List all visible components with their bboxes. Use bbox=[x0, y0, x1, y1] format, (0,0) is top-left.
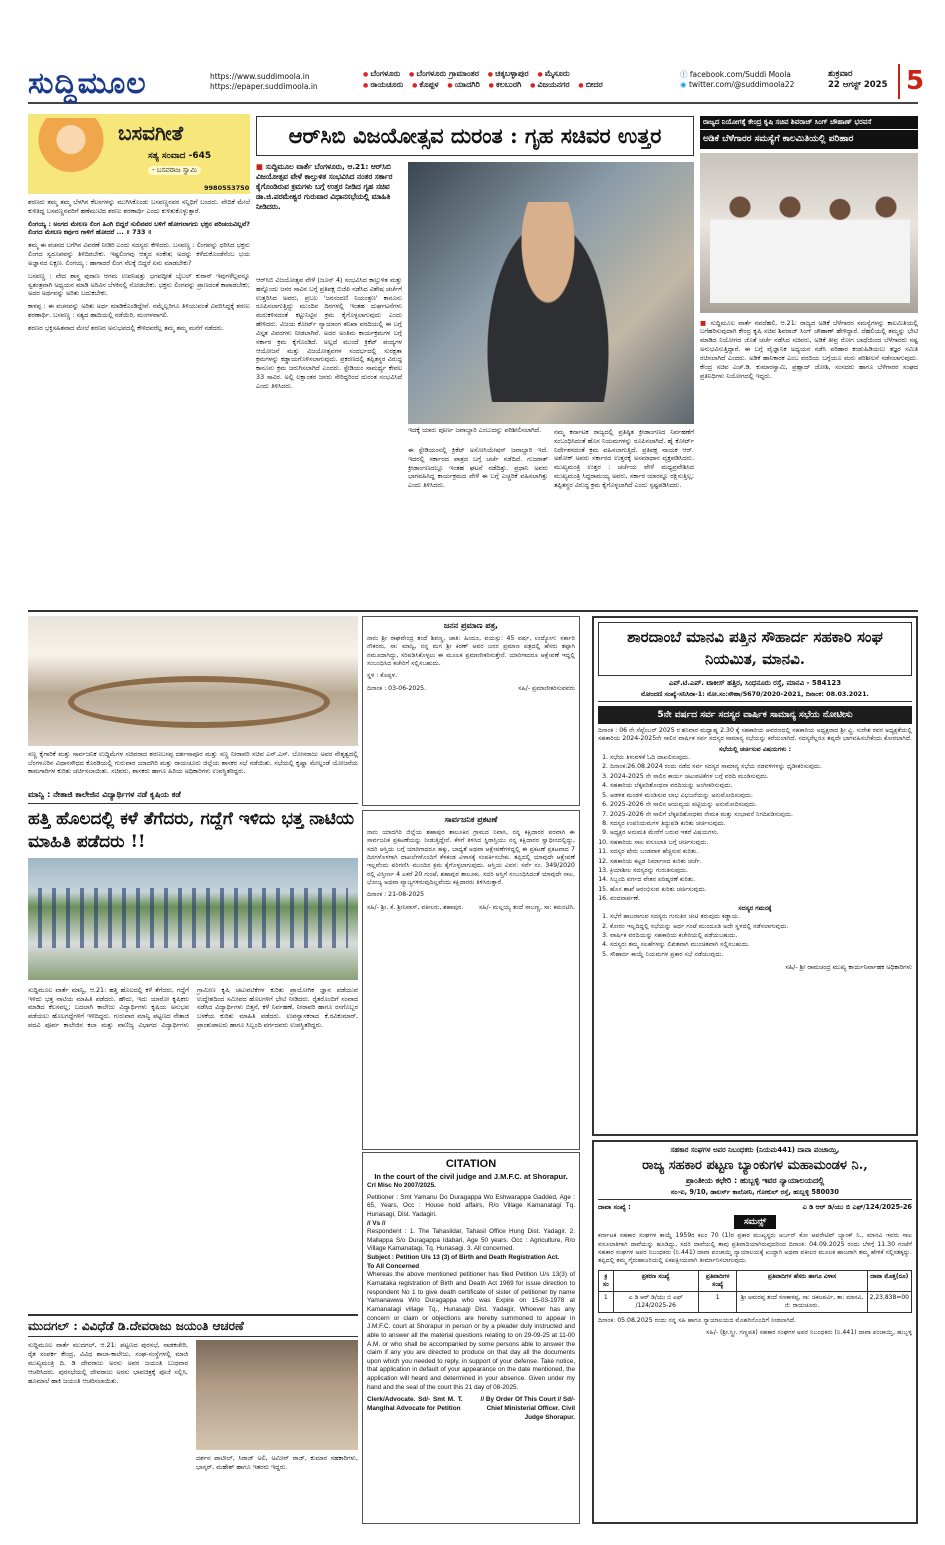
court-authority: ಸಹಕಾರ ಸಂಘಗಳ ಅಪರ ನಿಬಂಧಕರು (ನಿಯಮ441) ದಾವಾ ಪಂಚಾಯ್ತಿ, bbox=[670, 1146, 840, 1154]
agenda-item: 12. ಸಹಕಾರಿಯ ಕಟ್ಟಡ ನಿರ್ಮಾಣದ ಕುರಿತು ಚರ್ಚೆ. bbox=[610, 858, 912, 866]
case-number: ಎ ಡಿ ಆರ್ ಡಿ/ಯು ಬಿ ಎಫ್/124/2025-26 bbox=[802, 1203, 912, 1212]
paddy-field-photo bbox=[28, 858, 358, 980]
facebook-icon: ⓕ bbox=[680, 70, 690, 79]
basava-geethe-column bbox=[28, 114, 250, 604]
citation-case: Crl Misc No 2007/2025. bbox=[367, 1181, 436, 1189]
jayanti-photo bbox=[196, 1340, 358, 1450]
table-row bbox=[599, 1291, 912, 1312]
agenda-item: 11. ಸದಸ್ಯರ ಷೇರು ಬಂಡವಾಳ ಹೆಚ್ಚಿಸುವ ಕುರಿತು. bbox=[610, 848, 912, 856]
advocate-signature: Clerk/Advocate. Sd/- Smt M. T. Manglhal Advocate for Petition bbox=[367, 1396, 463, 1412]
issue-date bbox=[828, 69, 888, 92]
citation-respondent: Respondent : 1. The Tahasildar, Tahasil Office Hung Dist. Yadagir. 2. Mallappa S/o Duragappa Idabari, Age 50 years. Occ : Agriculture, R/o Village Kamanatagi, Tq. Hunasagi. 3. All concerned. bbox=[367, 1228, 575, 1253]
note-item: 4. ಸದಸ್ಯರು ತಮ್ಮ ಸಲಹೆಗಳನ್ನು ಲಿಖಿತವಾಗಿ ಮುಂಚಿತವಾಗಿ ಸಲ್ಲಿಸಬಹುದು. bbox=[610, 941, 912, 949]
office-address: ನಂ-ಐ, 9/10, ಡಾಲರ್ಸ್ ಕಾಲೋನಿ, ಗೋಕುಲ್ ರಸ್ತೆ, ಹುಬ್ಬಳ್ಳಿ 580030 bbox=[598, 1188, 912, 1200]
city-item: ● ಬೆಂಗಳೂರು bbox=[363, 69, 400, 78]
agenda-item: 5. ಆಡಳಿತ ಮಂಡಳಿ ಮಂಡಿಸುವ ಲಾಭ ವಿಭಜನೆಯನ್ನು ಅನುಮೋದಿಸುವುದು. bbox=[610, 792, 912, 800]
agenda-item: 13. ಕ್ರಿಯಾಶೀಲ ಸದಸ್ಯರನ್ನು ಗುರುತಿಸುವುದು. bbox=[610, 867, 912, 875]
citation-to: To All Concerned bbox=[367, 1262, 420, 1270]
citation-title: CITATION bbox=[445, 1158, 497, 1170]
birth-certificate-notice bbox=[362, 616, 580, 806]
summons-label: ಸಮನ್ಸ್ bbox=[734, 1215, 776, 1229]
city-item: ● ಕೊಪ್ಪಳ bbox=[412, 80, 438, 89]
table-header: ಪ್ರತಿವಾದಿಗಳ ಸಂಖ್ಯೆ bbox=[698, 1270, 737, 1291]
section-divider bbox=[28, 610, 918, 612]
paragraph: ಶರಣರ ಭಕ್ತಿಸಹಿತವಾದ ಮೇಲೆ ಶರಣರ ಅನುಭವದಲ್ಲಿ ಕೇಳಿದವರೆಲ್ಲ ತಮ್ಮ ತಮ್ಮ ಮನೆಗೆ ನಡೆದರು. bbox=[28, 323, 224, 332]
agenda-title: ಸಭೆಯಲ್ಲಿ ಚರ್ಚಿಸುವ ವಿಷಯಗಳು : bbox=[718, 745, 792, 753]
agenda-item: 2. ದಿನಾಂಕ:26.08.2024 ರಂದು ನಡೆದ ಸರ್ವ ಸದಸ್ಯರ ಸಾಮಾನ್ಯ ಸಭೆಯ ನಡವಳಿಗಳನ್ನು ಧೃಡೀಕರಿಸುವುದು. bbox=[610, 763, 912, 771]
website-links bbox=[210, 72, 318, 92]
date: 22 ಆಗಸ್ಟ್ 2025 bbox=[828, 80, 888, 91]
city-edition-list bbox=[363, 69, 693, 91]
notes-list bbox=[598, 913, 912, 959]
column-series: ಸತ್ಯ ಸಂವಾದ -645 bbox=[148, 151, 212, 161]
city-item: ● ಮೈಸೂರು bbox=[537, 69, 569, 78]
paragraph: ಶರಣರು ತಮ್ಮ ತಮ್ಮ ಬೆಳಗಿನ ಕೆಲಸಗಳನ್ನು ಮುಗಿಸಿಕೊಂಡು ಬಸವಣ್ಣನವರ ಸನ್ನಿಧಿಗೆ ಬಂದರು. ವೇದಿಕೆ ಮೇಲೆ ಕುಳಿತಿದ್ದ ಬಸವಣ್ಣನವರಿಗೆ ಹಣೆಮುಟಿದ ಶರಣು ಶರಣಾರ್ಥಿ ಎಂದು ಕುಳಿತುಕೊಳ್ಳುತ್ತಾರೆ. bbox=[28, 198, 250, 215]
minister-photo bbox=[408, 162, 694, 424]
table-header: ದಾವಾ ಮೊತ್ತ(ರೂ) bbox=[867, 1270, 911, 1291]
story-body: ದರ್ಶನ ಪಾಟೀಲ್, ಸಿರಾಜ್ ಅಲಿ, ಅಮೀನ್ ರಾಜ್, ಕುಮಾರ ಸಹಕಾರಿಗಳು, ಭಾಸ್ಕರ್, ಮಹೇಶ್ ಹಾಗೂ ಇತರರು ಇದ್ದರು. bbox=[196, 1454, 358, 1471]
lead-headline: ಆರ್‌ಸಿಬಿ ವಿಜಯೋತ್ಸವ ದುರಂತ : ಗೃಹ ಸಚಿವರ ಉತ್ತರ bbox=[256, 116, 694, 156]
column-title: ಬಸವಗೀತೆ bbox=[118, 121, 184, 145]
story-kicker: ಮಾನ್ವಿ : ನೇತಾಜಿ ಕಾಲೇಜಿನ ವಿದ್ಯಾರ್ಥಿಗಳ ನಡೆ ಕೃಷಿಯ ಕಡೆ bbox=[28, 790, 358, 804]
agenda-item: 10. ಸಹಕಾರಿಯ ಸಾಲ ವಸೂಲಾತಿ ಬಗ್ಗೆ ಚರ್ಚಿಸುವುದು. bbox=[610, 839, 912, 847]
agm-intro: ದಿನಾಂಕ : 06 ನೇ ಸೆಪ್ಟೆಂಬರ್ 2025 ರ ಶನಿವಾರ ಮಧ್ಯಾಹ್ನ 2.30 ಕ್ಕೆ ಸಹಕಾರಿಯ ಆವರಣದಲ್ಲಿ ಸಹಕಾರಿಯ ಅಧ್ಯಕ್ಷರಾದ ಶ್ರೀ ವ್ಹಿ. ಸುರೇಶ ರವರ ಅಧ್ಯಕ್ಷತೆಯಲ್ಲಿ ಸಹಕಾರಿಯ 2024-2025ನೇ ಸಾಲಿನ ವಾರ್ಷಿಕ ಸರ್ವ ಸದಸ್ಯರ ಸಾಮಾನ್ಯ ಸಭೆಯನ್ನು ಕರೆಯಲಾಗಿದೆ. ಸದಸ್ಯರೆಲ್ಲರೂ ತಪ್ಪದೇ ಭಾಗವಹಿಸಬೇಕೆಂದು ಕೋರಲಾಗಿದೆ. bbox=[598, 726, 912, 743]
cooperative-address: ಎಪ್.ಟಿ.ಎಪ್. ಟಾಕೀಸ್ ಹತ್ತಿರ, ಸಿಂಧನೂರು ರಸ್ತೆ, ಮಾನವಿ - 584123 bbox=[668, 678, 842, 687]
cooperative-name: ಶಾರದಾಂಬೆ ಮಾನವಿ ಪತ್ತಿನ ಸೌಹಾರ್ದ ಸಹಕಾರಿ ಸಂಘ ನಿಯಮಿತ, ಮಾನವಿ. bbox=[598, 622, 912, 676]
agenda-item: 9. ಅಧ್ಯಕ್ಷರ ಅನುಮತಿ ಮೇರೆಗೆ ಬರುವ ಇತರೆ ವಿಷಯಗಳು. bbox=[610, 829, 912, 837]
facebook-link[interactable]: facebook.com/Suddi Moola bbox=[689, 70, 791, 79]
summons-date: ದಿನಾಂಕ: 05.08.2025 ರಂದು ನನ್ನ ಸಹಿ ಹಾಗೂ ನ್ಯಾಯಾಲಯದ ಮೊಹರಿನೊಂದಿಗೆ ನೀಡಲಾಗಿದೆ. bbox=[598, 1317, 796, 1325]
story-headline: ಹತ್ತಿ ಹೊಲದಲ್ಲಿ ಕಳೆ ತೆಗೆದರು, ಗದ್ದೆಗೆ ಇಳಿದು ಭತ್ತ ನಾಟಿಯ ಮಾಹಿತಿ ಪಡೆದರು !! bbox=[28, 808, 355, 852]
cooperative-agm-notice bbox=[592, 616, 918, 1136]
federation-name: ರಾಜ್ಯ ಸಹಕಾರ ಪಟ್ಟಣ ಬ್ಯಾಂಕುಗಳ ಮಹಾಮಂಡಳ ನಿ., bbox=[642, 1158, 868, 1174]
city-item: ● ಬೆಂಗಳೂರು ಗ್ರಾಮಾಂತರ bbox=[409, 69, 479, 78]
agenda-item: 16. ವಂದನಾರ್ಪಣೆ. bbox=[610, 895, 912, 903]
social-links bbox=[680, 70, 794, 90]
agm-notice-body bbox=[598, 727, 912, 960]
note-item: 3. ವಾರ್ಷಿಕ ವರದಿಯನ್ನು ಸಹಕಾರಿಯ ಕಚೇರಿಯಲ್ಲಿ ಪಡೆಯಬಹುದು. bbox=[610, 932, 912, 940]
students-farm-story bbox=[28, 790, 358, 1310]
citation-petitioner: Petitioner : Smt Yamanu Do Duragappa Wo Eshwarappa Gadded, Age : 65, Years, Occ : House hold affairs, R/o Village Kamanatagi Tq. Hunasagi, Dist. Yadagiri. bbox=[367, 1193, 575, 1218]
note-item: 5. ಸೌಹಾರ್ದ ಕಾಯ್ದೆ ನಿಯಮಗಳ ಪ್ರಕಾರ ಸಭೆ ನಡೆಯುವುದು. bbox=[610, 951, 912, 959]
meeting-story bbox=[28, 616, 358, 786]
story-headline: ಅಡಿಕೆ ಬೆಳೆಗಾರರ ಸಮಸ್ಯೆಗೆ ಕಾಲಮಿತಿಯಲ್ಲಿ ಪರಿಹಾರ bbox=[700, 130, 918, 148]
epaper-url[interactable]: https://epaper.suddimoola.in bbox=[210, 82, 318, 92]
paragraph: ಬಸವಣ್ಣ : ವೇದ ಶಾಸ್ತ್ರ ಪುರಾಣ ಆಗಮ ಉಪನಿಷತ್ತು ಭಗವದ್ಗೀತೆ ಬೈಬಲ್ ಕುರಾನ್ ಇವುಗಳೆಲ್ಲವನ್ನೂ ಸ್ವತಂತ್ರವಾಗಿ ಅಧ್ಯಯನ ಮಾಡಿ ಅರಿವಿನ ಬೆಳಕಿನಲ್ಲಿ ನೋಡಬೇಕು. ಭಕ್ತನು ಲಿಂಗವನ್ನು ಪ್ರಾಣದಂತೆ ಕಾಪಾಡಬೇಕು; ಅದರ ಅರ್ಥವನ್ನು ಅರಿತು ಬದುಕಬೇಕು. bbox=[28, 271, 250, 298]
agenda-item: 6. 2025-2026 ನೇ ಸಾಲಿನ ಆಯವ್ಯಯ ಪಟ್ಟಿಯನ್ನು ಅನುಮೋದಿಸುವುದು. bbox=[610, 801, 912, 809]
ceo-signature: ಸಹಿ/- ಶ್ರೀ ರಾಮಚಂದ್ರ ಮುಖ್ಯ ಕಾರ್ಯನಿರ್ವಾಹಕ ಅಧಿಕಾರಿಗಳು bbox=[785, 963, 912, 972]
notice-date: ದಿನಾಂಕ : 21-08-2025 bbox=[367, 891, 425, 899]
twitter-link[interactable]: twitter.com/@suddimoola22 bbox=[688, 80, 795, 90]
story-kicker: ರಾಜ್ಯದ ನಿಯೋಗಕ್ಕೆ ಕೇಂದ್ರ ಕೃಷಿ ಸಚಿವ ಶಿವರಾಜ್ ಸಿಂಗ್ ಚೌಹಾಣ್ ಭರವಸೆ bbox=[700, 116, 918, 129]
regional-office: ಪ್ರಾಂತೀಯ ಕಛೇರಿ : ಹುಬ್ಬಳ್ಳಿ ಇವರ ನ್ಯಾಯಾಲಯದಲ್ಲಿ bbox=[685, 1175, 825, 1185]
agenda-item: 4. ಸಹಕಾರಿಯ ಲೆಕ್ಕಪರಿಶೋಧನಾ ವರದಿಯನ್ನು ಅಂಗೀಕರಿಸುವುದು. bbox=[610, 782, 912, 790]
respondent-table bbox=[598, 1270, 912, 1313]
citation-body: Whereas the above mentioned petitioner has filed Petition U/s 13(3) of Karnataka registration of Birth and Death Act 1969 for issue direction to respondent No 1 to give death certificate of sister of petitioner by name Yamanawwa W/o Duragappa who was Expire on 15-03-1978 at Kamanatagi village Tq., Hunasagi Dist. Yadagir. Whoever has any concern or claim or objections are hereby summoned to appear in J.M.F.C. court at Shorapur in person or by a pleader duly instructed and able to answer all the material questions relating to on 29-09-25 at 11-00 A.M. or who shall be accompanied by some persons able to answer the claim if any you are directed to produce on that day all the documents upon which you needed to reply, in support of your defense. Take notice, that application in default of your appearance on the date mentioned, the application will heard and determined in your absence. Given under my hand and the seal of the court this 21 day of 08-2025. bbox=[367, 1271, 575, 1391]
masthead bbox=[28, 64, 925, 104]
city-item: ● ರಾಯಚೂರು bbox=[363, 80, 403, 89]
newspaper-logo: ಸುದ್ದಿಮೂಲ bbox=[28, 66, 147, 101]
paragraph: ತಮ್ಮ ಈ ವಚನದ ಬಗೆಗಿನ ವಿವರಣೆ ನೀಡಿರಿ ಎಂದು ಸದಸ್ಯರು ಕೇಳಿದರು. ಬಸವಣ್ಣ : ಲಿಂಗವನ್ನು ಧರಿಸಿದ ಭಕ್ತನು ಲಿಂಗದ ಸ್ವರೂಪವನ್ನು ತಿಳಿದಿರಬೇಕು. ಇಷ್ಟಲಿಂಗವು ಆತ್ಮದ ಸಂಕೇತ; ಅದನ್ನು ಕಳೆದುಕೊಂಡೆನೆಂಬ ಭಯ ಅಜ್ಞಾನದ ಲಕ್ಷಣ. ಲಿಂಗಯ್ಯ : ಹಾಗಾದರೆ ಲಿಂಗ ನೆಲಕ್ಕೆ ಬಿದ್ದರೆ ಏನು ಮಾಡಬೇಕು? bbox=[28, 241, 250, 267]
arecanut-story bbox=[700, 116, 918, 604]
city-item: ● ಯಾದಗಿರಿ bbox=[447, 80, 480, 89]
table-cell: 1 bbox=[698, 1291, 737, 1312]
agm-notice-banner: 5ನೇ ವರ್ಷದ ಸರ್ವ ಸದಸ್ಯರ ವಾರ್ಷಿಕ ಸಾಮಾನ್ಯ ಸಭೆಯ ನೋಟೀಸು bbox=[598, 706, 912, 724]
citation-subject: Subject : Petition U/s 13 (3) of Birth and Death Registration Act. bbox=[367, 1254, 560, 1262]
meeting-photo bbox=[28, 616, 358, 746]
notice-place: ಸ್ಥಳ : ಕೊಪ್ಪಳ. bbox=[367, 672, 398, 680]
note-item: 1. ಸಭೆಗೆ ಹಾಜರಾಗುವ ಸದಸ್ಯರು ಗುರುತಿನ ಚೀಟಿ ತರುವುದು ಕಡ್ಡಾಯ. bbox=[610, 913, 912, 921]
author-phone: 9980553750 bbox=[204, 184, 250, 192]
notice-body: ನಾನು ಶ್ರೀ ರಾಘವೇಂದ್ರ ತಂದೆ ಶಿವಣ್ಣ, ಜಾತಿ: ಹಿಂದೂ, ವಯಸ್ಸು: 45 ವರ್ಷ, ಉದ್ಯೋಗ: ಸರ್ಕಾರಿ ನೌಕರರು, ಸಾ: ಮಾನ್ವಿ, ನನ್ನ ಮಗ ಶ್ರೀ ಕಿರಣ್ ಅವರ ಜನನ ಪ್ರಮಾಣ ಪತ್ರದಲ್ಲಿ ಹೆಸರು ತಪ್ಪಾಗಿ ನಮೂದಾಗಿದ್ದು, ಸರಿಪಡಿಸಿಕೊಳ್ಳಲು ಈ ಮೂಲಕ ಪ್ರಮಾಣೀಕರಿಸುತ್ತೇನೆ. ಯಾರಿಗಾದರೂ ಆಕ್ಷೇಪಣೆ ಇದ್ದಲ್ಲಿ ಸಂಬಂಧಿಸಿದ ಕಚೇರಿಗೆ ಸಲ್ಲಿಸಬಹುದು. bbox=[367, 634, 575, 667]
story-body: ■ ಸುದ್ದಿಮೂಲ ವಾರ್ತೆ ನವದೆಹಲಿ, ಆ.21: ರಾಜ್ಯದ ಅಡಿಕೆ ಬೆಳೆಗಾರರ ಸಮಸ್ಯೆಗಳನ್ನು ಕಾಲಮಿತಿಯಲ್ಲಿ ಬಗೆಹರಿಸುವುದಾಗಿ ಕೇಂದ್ರ ಕೃಷಿ ಸಚಿವ ಶಿವರಾಜ್ ಸಿಂಗ್ ಚೌಹಾಣ್ ಹೇಳಿದ್ದಾರೆ. ದೆಹಲಿಯಲ್ಲಿ ತಮ್ಮನ್ನು ಭೇಟಿ ಮಾಡಿದ ನಿಯೋಗದ ಜೊತೆ ಚರ್ಚೆ ನಡೆಸಿದ ಸಚಿವರು, ಅಡಿಕೆ ತೀವ್ರ ರೋಗ ಬಾಧೆಯಿಂದ ಬೆಳೆಗಾರರು ನಷ್ಟ ಅನುಭವಿಸುತ್ತಿದ್ದಾರೆ. ಈ ಬಗ್ಗೆ ವೈಜ್ಞಾನಿಕ ಅಧ್ಯಯನ ನಡೆಸಿ ಪರಿಹಾರ ಕಂಡುಹಿಡಿಯಲು ತಜ್ಞರ ಸಮಿತಿ ರಚಿಸಲಾಗಿದೆ ಎಂದರು. ಅಡಿಕೆ ಹಾನಿಕಾರಕ ಎಂಬ ವರದಿಯ ಬಗ್ಗೆಯೂ ಮರು ಪರಿಶೀಲನೆ ನಡೆಸಲಾಗುವುದು. ಕೇಂದ್ರ ಸಚಿವ ಎಚ್.ಡಿ. ಕುಮಾರಸ್ವಾಮಿ, ಪ್ರಹ್ಲಾದ್ ಜೋಶಿ, ಸಂಸದರು ಹಾಗೂ ಬೆಳೆಗಾರರ ಸಂಘದ ಪ್ರತಿನಿಧಿಗಳು ನಿಯೋಗದಲ್ಲಿ ಇದ್ದರು. bbox=[700, 319, 918, 619]
table-header: ಕ್ರ ಸಂ bbox=[599, 1270, 614, 1291]
notice-title: ಸಾರ್ವಜನಿಕ ಪ್ರಕಟಣೆ bbox=[444, 815, 498, 824]
table-cell: ಶ್ರೀ ಅಮರಪ್ಪ ತಂದೆ ಸಣಕಾಳಪ್ಪ, ಸಾ: ಚಿಕಲಪರ್ವಿ, ತಾ: ಮಾನವಿ, ಜಿ: ರಾಯಚೂರು. bbox=[737, 1291, 867, 1312]
photo-caption: ಸಣ್ಣ ಕೈಗಾರಿಕೆ ಮತ್ತು ಸಾರ್ವಜನಿಕ ಉದ್ದಿಮೆಗಳ ಸಚಿವರಾದ ಶರಣಬಸಪ್ಪ ದರ್ಶನಾಪೂರ ಮತ್ತು ಸಣ್ಣ ನೀರಾವರಿ ಸಚಿವ ಎನ್.ಎಸ್. ಬೋಸರಾಜು ಅವರ ನೇತೃತ್ವದಲ್ಲಿ ಬೆಂಗಳೂರಿನ ವಿಧಾನಸೌಧದ ಕೊಠಡಿಯಲ್ಲಿ ಗುರುವಾರ ಯಾದಗಿರಿ ಮತ್ತು ರಾಯಚೂರು ಜಿಲ್ಲೆಯ ಶಾಸಕರ ಸಭೆ ನಡೆಯಿತು. ಸಭೆಯಲ್ಲಿ ಕೃಷ್ಣಾ ಮೇಲ್ದಂಡೆ ಯೋಜನೆಯ ಕಾಮಗಾರಿಗಳ ಕುರಿತು ಚರ್ಚಿಸಲಾಯಿತು. ಸಚಿವರು, ಶಾಸಕರು ಹಾಗೂ ಹಿರಿಯ ಅಧಿಕಾರಿಗಳು ಉಪಸ್ಥಿತರಿದ್ದರು. bbox=[28, 750, 358, 776]
summons-notice bbox=[592, 1140, 918, 1524]
notice-body: ನಾನು ಯಾದಗಿರಿ ಜಿಲ್ಲೆಯ ಶಹಾಪುರ ತಾಲೂಕಿನ ಗ್ರಾಮದ ನಿವಾಸಿ, ನನ್ನ ಕಕ್ಷಿದಾರರ ಪರವಾಗಿ ಈ ಸಾರ್ವಜನಿಕ ಪ್ರಕಟಣೆಯನ್ನು ನೀಡುತ್ತಿದ್ದೇನೆ. ಕೆಳಗೆ ತಿಳಿಸಿದ ಸ್ಥಿರಾಸ್ತಿಯು ನನ್ನ ಕಕ್ಷಿದಾರರ ಸ್ವಾಧೀನದಲ್ಲಿದ್ದು, ಸದರಿ ಆಸ್ತಿಯ ಬಗ್ಗೆ ಯಾರಿಗಾದರೂ ಹಕ್ಕು, ಬಾಧ್ಯತೆ ಅಥವಾ ಆಕ್ಷೇಪಣೆಗಳಿದ್ದಲ್ಲಿ ಈ ಪ್ರಕಟಣೆ ಪ್ರಕಟವಾದ 7 ದಿನಗಳೊಳಗಾಗಿ ದಾಖಲೆಗಳೊಂದಿಗೆ ಕೆಳಕಂಡ ವಿಳಾಸಕ್ಕೆ ಸಂಪರ್ಕಿಸಬೇಕು. ತಪ್ಪಿದಲ್ಲಿ ಯಾವುದೇ ಆಕ್ಷೇಪಣೆ ಇಲ್ಲವೆಂದು ಪರಿಗಣಿಸಿ ಮುಂದಿನ ಕ್ರಮ ಕೈಗೊಳ್ಳಲಾಗುವುದು. ಆಸ್ತಿಯ ವಿವರ: ಸರ್ವೆ ನಂ. 349/2020 ರಲ್ಲಿ ವಿಸ್ತೀರ್ಣ 4 ಎಕರೆ 20 ಗುಂಟೆ, ಶಹಾಪುರ ತಾಲೂಕು. ಸದರಿ ಆಸ್ತಿಗೆ ಸಂಬಂಧಿಸಿದಂತೆ ಯಾವುದೇ ಸಾಲ, ಭೋಜ್ಯ ಅಥವಾ ವ್ಯಾಜ್ಯಗಳಿರುವುದಿಲ್ಲವೆಂದು ಕಕ್ಷಿದಾರರು ತಿಳಿಸಿರುತ್ತಾರೆ. bbox=[367, 828, 575, 886]
story-column: ಆರ್‌ಸಿಬಿ ವಿಜಯೋತ್ಸವ ವೇಳೆ (ಜೂನ್ 4) ಸಂಭವಿಸಿದ ಕಾಲ್ತುಳಿತ ಮತ್ತು ಹನ್ನೊಂದು ಜನರ ಸಾವಿನ ಬಗ್ಗೆ ಪ್ರತಿಪಕ್ಷ ಬಿಜೆಪಿ ನಡೆಸಿದ ವಿಶೇಷ ಚರ್ಚೆಗೆ ಉತ್ತರಿಸಿದ ಅವರು, ಪ್ರಬಲ 'ಜನಸಂದಣಿ ನಿಯಂತ್ರಣ' ಕಾನೂನು ರೂಪಿಸಲಾಗುತ್ತಿದ್ದು ಮುಂದಿನ ದಿನಗಳಲ್ಲಿ ಇಂತಹ ದುರ್ಘಟನೆಗಳು ಮರುಕಳಿಸದಂತೆ ಕಟ್ಟುನಿಟ್ಟಿನ ಕ್ರಮ ಕೈಗೊಳ್ಳಲಾಗುವುದು ಎಂದು ಹೇಳಿದರು. ವಿಜಯ ಕೋರ್ಟ್ ನ್ಯಾಯಾಂಗ ತನಿಖಾ ವರದಿಯಲ್ಲಿ ಈ ಬಗ್ಗೆ ವಿಸ್ತೃತ ವಿವರಗಳು ನೀಡಲಾಗಿವೆ. ಅದರ ಅಂತಿಮ ಕಾರ್ಯಕ್ರಮಗಳ ಬಗ್ಗೆ ಸರ್ಕಾರ ಕ್ರಮ ಕೈಗೊಂಡಿದೆ. ಅಲ್ಲದೆ ಮುಂದೆ ಕ್ರಿಕೆಟ್ ಪಂದ್ಯಗಳ ಆಯೋಜನೆ ಮತ್ತು ವಿಜಯೋತ್ಸವಗಳ ಸಂದರ್ಭದಲ್ಲಿ ಸುರಕ್ಷತಾ ಕ್ರಮಗಳನ್ನು ಕಡ್ಡಾಯಗೊಳಿಸಲಾಗುವುದು. ಪ್ರಕರಣದಲ್ಲಿ ತಪ್ಪಿತಸ್ಥರ ವಿರುದ್ಧ ಕಾನೂನು ಕ್ರಮ ಜರುಗಿಸಲಾಗಿದೆ ಎಂದರು. ಸ್ಟೇಡಿಯಂ ಸಾಮರ್ಥ್ಯ ಕೇವಲ 33 ಸಾವಿರ. ಅಲ್ಲಿ ಲಕ್ಷಾಂತರ ಜನರು ಸೇರಿದ್ದರಿಂದ ದುರಂತ ಸಂಭವಿಸಿದೆ ಎಂದು ತಿಳಿಸಿದರು. bbox=[256, 276, 402, 390]
table-cell: ಎ ಡಿ ಆರ್ ಡಿ/ಯು ಬಿ ಎಫ್ /124/2025-26 bbox=[613, 1291, 698, 1312]
paragraph: ಕಾಳಪ್ಪ : ಈ ವಚನವನ್ನು ಅರಿತು ಅರ್ಥ ಮಾಡಿಕೊಂಡಿದ್ದೇವೆ. ನಮ್ಮೆಲ್ಲರಿಗೂ ತಿಳಿಯುವಂತೆ ವಿವರಿಸಿದ್ದಕ್ಕೆ ಶರಣು ಶರಣಾರ್ಥಿ. ಬಸವಣ್ಣ : ಸತ್ಯದ ಹಾದಿಯಲ್ಲಿ ನಡೆಯಿರಿ, ಮಂಗಳವಾಗಲಿ. bbox=[28, 302, 250, 320]
agenda-item: 1. ಸಭೆಯ ತಿಳುವಳಿಕೆ ಓದಿ ದಾಖಲಿಸುವುದು. bbox=[610, 754, 912, 762]
lead-lede: ■ ಸುದ್ದಿಮೂಲ ವಾರ್ತೆ ಬೆಂಗಳೂರು, ಆ.21: ಆರ್‌ಸಿಬಿ ವಿಜಯೋತ್ಸವ ವೇಳೆ ಕಾಲ್ತುಳಿತ ಸಂಭವಿಸಿದ ನಂತರ ಸರ್ಕಾರ ಕೈಗೊಂಡಿರುವ ಕ್ರಮಗಳು ಬಗ್ಗೆ ಉತ್ತರ ನೀಡಿದ ಗೃಹ ಸಚಿವ ಡಾ.ಜಿ.ಪರಮೇಶ್ವರ ಗುರುವಾರ ವಿಧಾನಸಭೆಯಲ್ಲಿ ಮಾಹಿತಿ ನೀಡಿದರು. bbox=[256, 162, 402, 212]
story-body: ಸುದ್ದಿಮೂಲ ವಾರ್ತೆ ಮಾನ್ವಿ, ಆ.21: ಹತ್ತಿ ಹೊಲದಲ್ಲಿ ಕಳೆ ತೆಗೆದರು, ಗದ್ದೆಗೆ ಇಳಿದು ಭತ್ತ ನಾಟಿಯ ಮಾಹಿತಿ ಪಡೆದರು. ಹೌದು, ಇದು ಯಾರೋ ಕೃಷಿಕರು ಮಾಡಿದ ಕೆಲಸವಲ್ಲ; ಬದಲಾಗಿ ಕಾಲೇಜು ವಿದ್ಯಾರ್ಥಿಗಳು ಕೃಷಿಯ ಅನುಭವ ಪಡೆಯಲು ಹೊಲಗದ್ದೆಗಳಿಗೆ ಇಳಿದಿದ್ದರು. ಗುರುವಾರ ಮಾನ್ವಿ ಪಟ್ಟಣದ ನೇತಾಜಿ ಪದವಿ ಪೂರ್ವ ಕಾಲೇಜಿನ ಕಲಾ ಮತ್ತು ವಾಣಿಜ್ಯ ವಿಭಾಗದ ವಿದ್ಯಾರ್ಥಿಗಳು ಗ್ರಾಮೀಣ ಕೃಷಿ ಚಟುವಟಿಕೆಗಳ ಕುರಿತು ಪ್ರಾಯೋಗಿಕ ಜ್ಞಾನ ಪಡೆಯುವ ಉದ್ದೇಶದಿಂದ ಸಮೀಪದ ಹೊಲಗಳಿಗೆ ಭೇಟಿ ನೀಡಿದರು. ರೈತರೊಂದಿಗೆ ಸಂವಾದ ನಡೆಸಿದ ವಿದ್ಯಾರ್ಥಿಗಳು ಬಿತ್ತನೆ, ಕಳೆ ನಿರ್ವಹಣೆ, ನೀರಾವರಿ ಹಾಗೂ ರಸಗೊಬ್ಬರ ಬಳಕೆಯ ಕುರಿತು ಮಾಹಿತಿ ಪಡೆದರು. ಉಪನ್ಯಾಸಕರಾದ ಕೆ.ರವಿಕುಮಾರ್, ಪ್ರಾಂಶುಪಾಲರು ಹಾಗೂ ಸಿಬ್ಬಂದಿ ವರ್ಗದವರು ಉಪಸ್ಥಿತರಿದ್ದರು. bbox=[28, 985, 358, 1029]
city-item: ● ಕಲಬುರಗಿ bbox=[489, 80, 522, 89]
citation-court: In the court of the civil judge and J.M.F.C. at Shorapur. bbox=[374, 1171, 568, 1181]
agenda-item: 7. 2025-2026 ನೇ ಸಾಲಿಗೆ ಲೆಕ್ಕಪರಿಶೋಧಕರ ನೇಮಕ ಮತ್ತು ಸಂಭಾವನೆ ನಿಗದಿಪಡಿಸುವುದು. bbox=[610, 811, 912, 819]
weekday: ಶುಕ್ರವಾರ bbox=[828, 69, 853, 79]
agenda-list bbox=[598, 754, 912, 904]
twitter-icon: ◉ bbox=[680, 80, 689, 90]
table-header: ಪ್ರಕರಣ ಸಂಖ್ಯೆ bbox=[613, 1270, 698, 1291]
case-label: ದಾವಾ ಸಂಖ್ಯೆ : bbox=[598, 1203, 631, 1212]
notice-signature: ಸಹಿ/- ಪ್ರಮಾಣೀಕರಿಸುವವರು bbox=[518, 684, 575, 692]
agenda-item: 3. 2024-2025 ನೇ ಸಾಲಿನ ಕಾರ್ಯ ಚಟುವಟಿಕೆಗಳ ಬಗ್ಗೆ ವರದಿ ಮಂಡಿಸುವುದು. bbox=[610, 773, 912, 781]
column-body bbox=[28, 198, 250, 333]
court-signature: // By Order Of This Court // Sd/- Chief Ministerial Officer. Civil Judge Shorapur. bbox=[480, 1396, 575, 1421]
vachana-quote: ಲಿಂಗಯ್ಯ : ಅಂಗದ ಮೇಲಣ ಲಿಂಗ ಹಿಂಗಿ ಬಿದ್ದರೆ ಸುಲಿವವರ ಬಳಿಗೆ ಹೋಗಲಾಗದು ಭಕ್ತನ ಪರಿಚಯವಿಲ್ಲವೆ? ಲಿಂಗದ ಮೇಲಣ ಕರ್ಪುರ ಗಾಳಿಗೆ ಹೋದರೆ ... ॥ 733 ॥ bbox=[28, 219, 250, 237]
court-citation bbox=[362, 1152, 580, 1524]
agenda-item: 14. ಸಿಬ್ಬಂದಿ ವರ್ಗದ ವೇತನ ಪರಿಷ್ಕರಣೆ ಕುರಿತು. bbox=[610, 876, 912, 884]
city-item: ● ಬೀದರ bbox=[578, 80, 602, 89]
table-cell: 2,23,838=00 bbox=[867, 1291, 911, 1312]
agenda-item: 15. ಹೊಸ ಶಾಖೆ ಆರಂಭಿಸುವ ಕುರಿತು ಚರ್ಚಿಸುವುದು. bbox=[610, 886, 912, 894]
registrar-signature: ಸಹಿ/- (ಶ್ರೀ.ಸ್ತ್ರೀ. ಗಣ್ಣಪತಿ) ಸಹಕಾರ ಸಂಘಗಳ ಅಪರ ನಿಬಂಧಕರು (ನಿ.441) ದಾವಾ ಪಂಚಾಯ್ತಿ, ಹುಬ್ಬಳ್ಳಿ bbox=[706, 1328, 912, 1336]
story-body: ಸುದ್ದಿಮೂಲ ವಾರ್ತೆ ಮುದಗಲ್, ಆ.21: ಪಟ್ಟಣದ ಪುರಸಭೆ, ನಾಡಕಚೇರಿ, ರೈತ ಸಂಪರ್ಕ ಕೇಂದ್ರ, ವಿವಿಧ ಶಾಲಾ-ಕಾಲೇಜು, ಸಂಘ-ಸಂಸ್ಥೆಗಳಲ್ಲಿ ಮಾಜಿ ಮುಖ್ಯಮಂತ್ರಿ ದಿ. ಡಿ ದೇವರಾಜು ಅರಸು ಅವರ ಜಯಂತಿ ಬುಧವಾರ ಆಚರಿಸಿದರು. ಪುರಸಭೆಯಲ್ಲಿ ದೇವರಾಜು ಅರಸು ಭಾವಚಿತ್ರಕ್ಕೆ ಪೂಜೆ ಸಲ್ಲಿಸಿ, ಹೂಮಾಲೆ ಹಾಕಿ ಜಯಂತಿ ಆಚರಿಸಲಾಯಿತು. bbox=[28, 1341, 188, 1385]
story-column: ನಮ್ಮ ಕರ್ನಾಟಕ ರಾಜ್ಯದಲ್ಲಿ ಪ್ರತಿಷ್ಠಿತ ಕ್ರೀಡಾಂಗಣದ ನಿರ್ವಹಣೆಗೆ ಸಂಬಂಧಿಸಿದಂತೆ ಹೊಸ ನಿಯಮಗಳನ್ನು ರೂಪಿಸಲಾಗಿದೆ. ಹೈ ಕೋರ್ಟ್ ನಿರ್ದೇಶನದಂತೆ ಕ್ರಮ ವಹಿಸಲಾಗುತ್ತಿದೆ. ಪ್ರತಿಪಕ್ಷ ನಾಯಕ ಆರ್. ಅಶೋಕ್ ಅವರು ಸರ್ಕಾರದ ಉತ್ತರಕ್ಕೆ ಅಸಮಾಧಾನ ವ್ಯಕ್ತಪಡಿಸಿದರು. ಮುಖ್ಯಮಂತ್ರಿ ಉತ್ತರ : ಚರ್ಚೆಯ ವೇಳೆ ಮಧ್ಯಪ್ರವೇಶಿಸಿದ ಮುಖ್ಯಮಂತ್ರಿ ಸಿದ್ದರಾಮಯ್ಯ ಅವರು, ಸರ್ಕಾರ ಯಾರನ್ನೂ ರಕ್ಷಿಸುತ್ತಿಲ್ಲ; ತಪ್ಪಿತಸ್ಥರ ವಿರುದ್ಧ ಕ್ರಮ ಕೈಗೊಳ್ಳಲಾಗಿದೆ ಎಂದು ಸ್ಪಷ್ಟಪಡಿಸಿದರು. bbox=[554, 428, 694, 489]
table-header: ಪ್ರತಿವಾದಿಗಳ ಹೆಸರು ಹಾಗೂ ವಿಳಾಸ bbox=[737, 1270, 867, 1291]
story-column: ಈ ಸ್ಟೇಡಿಯಂನಲ್ಲಿ ಕ್ರಿಕೆಟ್ ಅಸೋಸಿಯೇಷನ್ ಜವಾಬ್ದಾರಿ ಇದೆ. ಇದರಲ್ಲಿ ಸರ್ಕಾರದ ಪಾತ್ರದ ಬಗ್ಗೆ ಚರ್ಚೆ ನಡೆದಿದೆ. ಗುಜರಾತ್ ಕ್ರೀಡಾಂಗಣದಲ್ಲೂ ಇಂತಹ ಘಟನೆ ನಡೆದಿತ್ತು. ಪ್ರಧಾನಿ ಅವರು ಭಾಗವಹಿಸಿದ್ದ ಕಾರ್ಯಕ್ರಮದ ವೇಳೆ ಈ ಬಗ್ಗೆ ಎಚ್ಚರಿಕೆ ವಹಿಸಲಾಗಿತ್ತು ಎಂದು ತಿಳಿಸಿದರು. bbox=[408, 446, 548, 490]
page-number: 5 bbox=[898, 64, 924, 99]
client-signature: ಸಹಿ/- ಮಲ್ಲಯ್ಯ ತಂದೆ ಸಾಬಣ್ಣ, ಸಾ: ಕಮನಟಿಗಿ. bbox=[478, 903, 575, 911]
advocate-signature: ಸಹಿ/- ಶ್ರೀ. ಕೆ. ಶ್ರೀನಿವಾಸ್, ವಕೀಲರು, ಶಹಾಪುರ. bbox=[367, 903, 464, 911]
column-author: - ಬಸವರಾಜ ಸ್ವಾಮಿ bbox=[148, 166, 201, 175]
public-notice bbox=[362, 810, 580, 1150]
column-header bbox=[28, 114, 250, 194]
table-cell: 1 bbox=[599, 1291, 614, 1312]
note-item: 2. ಕೋರಂ ಇಲ್ಲದಿದ್ದಲ್ಲಿ ಸಭೆಯನ್ನು ಅರ್ಧ ಗಂಟೆ ಮುಂದೂಡಿ ಅದೇ ಸ್ಥಳದಲ್ಲಿ ನಡೆಸಲಾಗುವುದು. bbox=[610, 923, 912, 931]
delegation-photo bbox=[700, 153, 918, 313]
summons-body: ಕರ್ನಾಟಕ ಸಹಕಾರ ಸಂಘಗಳ ಕಾಯ್ದೆ 1959ರ ಕಲಂ 70 (1)ರ ಪ್ರಕಾರ ಮುಖ್ಯಸ್ಥರು ಅರ್ಬನ್ ಕೋ ಆಪರೇಟಿವ್ ಬ್ಯಾಂಕ್ ನಿ., ಮಾನವಿ ಇವರು ಸಾಲ ವಸೂಲಾತಿಗಾಗಿ ದಾವೆಯನ್ನು ಹೂಡಿದ್ದು, ಸದರಿ ದಾವೆಯಲ್ಲಿ ತಾವು ಪ್ರತಿವಾದಿಯಾಗಿರುವುದರಿಂದ ದಿನಾಂಕ: 04.09.2025 ರಂದು ಬೆಳಿಗ್ಗೆ 11.30 ಗಂಟೆಗೆ ಸಹಕಾರ ಸಂಘಗಳ ಅಪರ ನಿಬಂಧಕರು (ನಿ.441) ದಾವಾ ಪಂಚಾಯ್ತಿ ನ್ಯಾಯಾಲಯಕ್ಕೆ ಖುದ್ದಾಗಿ ಅಥವಾ ವಕೀಲರ ಮೂಲಕ ಹಾಜರಾಗಿ ತಮ್ಮ ಹೇಳಿಕೆ ಸಲ್ಲಿಸತಕ್ಕದ್ದು. ತಪ್ಪಿದಲ್ಲಿ ತಮ್ಮ ಗೈರುಹಾಜರಿಯಲ್ಲಿ ಏಕಪಕ್ಷೀಯವಾಗಿ ತೀರ್ಮಾನಿಸಲಾಗುವುದು. bbox=[598, 1232, 912, 1265]
mudagal-story bbox=[28, 1314, 358, 1524]
agenda-item: 8. ಸದಸ್ಯರ ಉಪನಿಯಮಗಳ ತಿದ್ದುಪಡಿ ಕುರಿತು ಚರ್ಚಿಸುವುದು. bbox=[610, 820, 912, 828]
website-url[interactable]: https://www.suddimoola.in bbox=[210, 72, 310, 81]
city-item: ● ಚಿಕ್ಕಬಳ್ಳಾಪುರ bbox=[488, 69, 529, 78]
city-item: ● ವಿಜಯನಗರ bbox=[530, 80, 569, 89]
saint-illustration bbox=[32, 118, 110, 190]
citation-vs: // Vs // bbox=[367, 1219, 386, 1227]
notes-title: ಸದಸ್ಯರ ಗಮನಕ್ಕೆ bbox=[738, 904, 772, 912]
notice-date: ದಿನಾಂಕ : 03-06-2025. bbox=[367, 684, 427, 692]
photo-caption: ಇದಕ್ಕೆ ಯಾರು ಪೂರ್ಣ ಜವಾಬ್ದಾರಿ ಎಂಬುದನ್ನು ಪರಿಶೀಲಿಸಲಾಗಿದೆ. bbox=[408, 426, 542, 434]
lead-story bbox=[256, 116, 694, 604]
story-headline: ಮುದಗಲ್ : ವಿವಿಧೆಡೆ ಡಿ.ದೇವರಾಜು ಜಯಂತಿ ಆಚರಣೆ bbox=[28, 1314, 358, 1337]
notice-title: ಜನನ ಪ್ರಮಾಣ ಪತ್ರ, bbox=[443, 621, 499, 630]
registration-number: ನೋಂದಣಿ ಸಂಖ್ಯೆ-ಸನಿಸಿರಾ-1: ನೋ.ಸಂ:ಸೌಹಾ/5670/2020-2021, ದಿನಾಂಕ: 08.03.2021. bbox=[598, 690, 912, 702]
